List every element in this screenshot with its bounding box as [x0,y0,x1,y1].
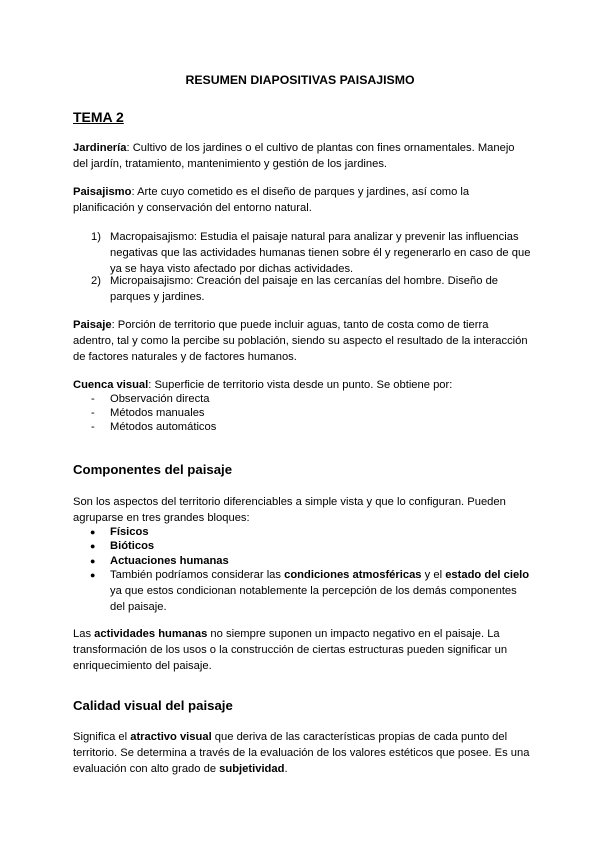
list-marker: 1) [91,231,101,243]
bullet-icon: ● [90,556,96,566]
list-item: Actuaciones humanas [110,555,229,567]
cuenca-term: Cuenca visual [73,379,149,391]
list-item: También podríamos considerar las condiciones atmosféricas y el estado del cielo ya que estos condicionan notablemente la percepción de los demás componentes del paisaje. [110,569,530,613]
micropaisajismo-text: Micropaisajismo: Creación del paisaje en las cercanías del hombre. Diseño de parques y jardines. [110,275,499,303]
paisajismo-term: Paisajismo [73,186,132,198]
dash-marker: - [91,393,95,405]
document-title: RESUMEN DIAPOSITIVAS PAISAJISMO [185,73,415,87]
componentes-heading: Componentes del paisaje [73,462,233,477]
jardineria-line1: : Cultivo de los jardines o el cultivo de plantas con fines ornamentales. Manejo [126,142,515,154]
list-item: Métodos automáticos [110,421,217,433]
calidad-paragraph: Significa el atractivo visual que deriva de las características propias de cada punto del territorio. Se determina a través de la evaluación de los valores estéticos que posee. Es una evaluación con alto grado de subjetividad. [73,731,530,775]
paisaje-term: Paisaje [73,319,112,331]
macropaisajismo-text: Macropaisajismo: Estudia el paisaje natural para analizar y prevenir las influencias negativas que las actividades humanas tienen sobre él y regenerarlo en caso de que ya se haya visto afectado por dichas actividades. [110,231,531,275]
list-item: Observación directa [110,393,210,405]
bullet-icon: ● [90,570,96,580]
jardineria-term: Jardinería [73,142,127,154]
paisajismo-line2: planificación y conservación del entorno natural. [73,202,312,214]
section-tema-heading: TEMA 2 [73,109,124,125]
componentes-closing: Las actividades humanas no siempre suponen un impacto negativo en el paisaje. La transformación de los usos o la construcción de ciertas estructuras pueden significar un enriquecimiento del paisaje. [73,628,508,672]
bullet-icon: ● [90,527,96,537]
paisajismo-paragraph [73,184,533,216]
jardineria-paragraph [73,140,533,172]
cuenca-paragraph: Cuenca visual: Superficie de territorio vista desde un punto. Se obtiene por: [73,379,453,391]
paisaje-paragraph: Paisaje: Porción de territorio que puede incluir aguas, tanto de costa como de tierra adentro, tal y como la percibe su población, siendo su aspecto el resultado de la interacción de factores naturales y de factores humanos. [73,319,528,363]
paisajismo-line1: : Arte cuyo cometido es el diseño de parques y jardines, así como la [131,186,470,198]
list-item: Métodos manuales [110,407,205,419]
componentes-intro: Son los aspectos del territorio diferenciables a simple vista y que lo configuran. Pueden agruparse en tres grandes bloques: [73,496,506,524]
bullet-icon: ● [90,541,96,551]
list-marker: 2) [91,275,101,287]
calidad-heading: Calidad visual del paisaje [73,698,233,713]
dash-marker: - [91,407,95,419]
list-item: Bióticos [110,540,155,552]
list-item: Físicos [110,526,149,538]
dash-marker: - [91,421,95,433]
jardineria-line2: del jardín, tratamiento, mantenimiento y gestión de los jardines. [73,158,388,170]
